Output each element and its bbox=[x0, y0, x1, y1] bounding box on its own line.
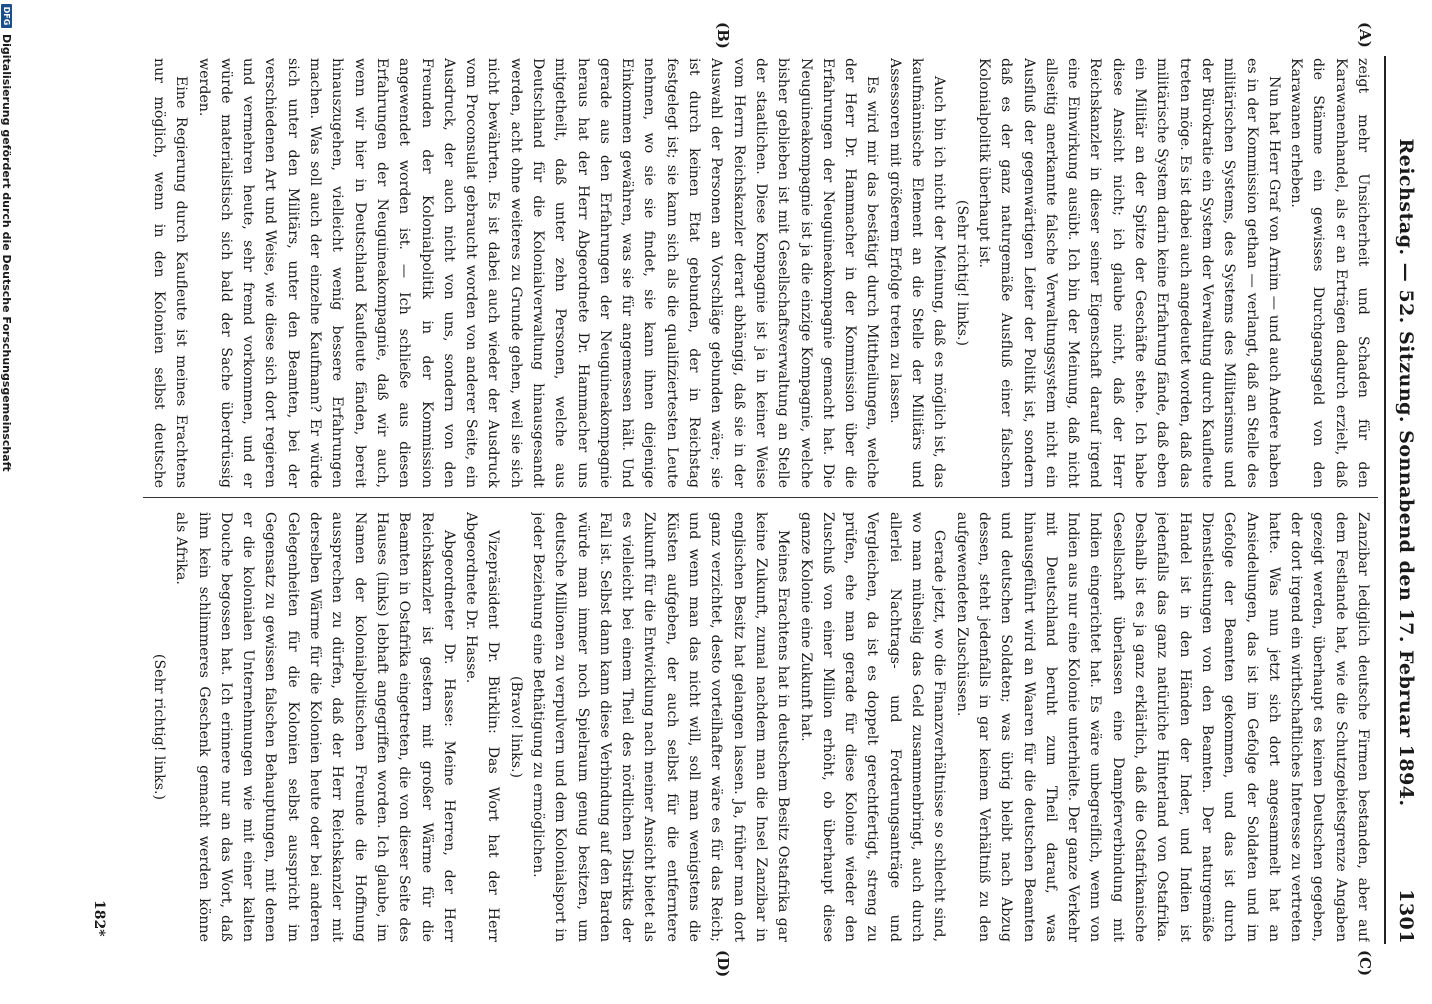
interjection: (Bravo! links.) bbox=[507, 675, 524, 779]
margin-marker-c: (C) bbox=[1356, 950, 1374, 977]
margin-marker-d: (D) bbox=[714, 950, 732, 978]
page-number: 1301 bbox=[1395, 889, 1417, 944]
paragraph: Eine Regierung durch Kaufleute ist meines Erachtens nur möglich, wenn in den Kolonien selbst deutsche bbox=[150, 58, 190, 488]
margin-marker-a: (A) bbox=[1356, 22, 1374, 48]
page-header bbox=[1388, 56, 1424, 944]
column-divider bbox=[143, 497, 1378, 498]
paragraph: Meines Erachtens hat in deutschem Besitz Ostafrika gar keine Zukunft, zumal nachdem man die Insel Zanzibar in englischen Besitz hat gelangen lassen. Ja, früher man dort ganz verzichtet, desto vorteilhafter wäre es für das Reich; und wenn man das nicht will, soll man wenigstens die Küsten aufgeben, der auch selbst für die entferntere Zukunft für die Entwicklung nach meiner Ansicht bietet als es vielleicht bei einem Theil des nördlichen Distrikts der Fall ist. Selbst dann kann diese Verbindung auf den Barden würde man immer noch Spielraum genug besitzen, um deutsche Millionen zu verpulvern und dem Kolonialsport in jeder Beziehung eine Bethätigung zu ermöglichen. bbox=[530, 512, 792, 942]
header-rule bbox=[1384, 56, 1386, 944]
interjection: (Sehr richtig! links.) bbox=[953, 199, 970, 347]
funding-note: Digitalisierung gefördert durch die Deutsche Forschungsgemeinschaft bbox=[0, 34, 14, 472]
paragraph: zeigt mehr Unsicherheit und Schaden für den Karawanenhandel, als er an Erträgen dadurch erzielt, daß die Stämme ein gewisses Durchgangsgeld von den Karawanen erheben. bbox=[1288, 58, 1371, 488]
paragraph: Nun hat Herr Graf von Arnim — und auch Andere haben es in der Kommission gethan — verlangt, daß an Stelle des militärischen Systems, des Systems des Militarismus und der Bürokratie ein System der Verwaltung durch Kaufleute treten möge. Es ist dabei auch angedeutet worden, daß das militärische System darin keine Erfahrung fände, daß eben ein Militär an der Spitze der Geschäfte stehe. Ich habe diese Ansicht nicht; ich glaube nicht, daß der Herr Reichskanzler in dieser seiner Eigenschaft darauf irgend eine Einwirkung ausübt. Ich bin der Meinung, daß nicht allseitig anerkannte falsche Verwaltungssystem nicht ein Ausfluß der gegenwärtigen Leiter der Politik ist, sondern daß es der ganz naturgemäße Ausfluß einer falschen Kolonialpolitik überhaupt ist. bbox=[975, 58, 1282, 488]
speaker-paragraph: Vizepräsident Dr. Bürklin: Das Wort hat der Herr Abgeordnete Dr. Hasse. bbox=[463, 512, 502, 942]
right-text-column bbox=[144, 512, 1374, 942]
page-title: Reichstag. — 52. Sitzung. Sonnabend den 17. Februar 1894. bbox=[1395, 138, 1417, 807]
paragraph: Auch bin ich nicht der Meinung, daß es möglich ist, das kaufmännische Element an die Stelle der Militärs und Assessoren mit größerem Erfolge treten zu lassen. bbox=[886, 58, 948, 488]
margin-marker-b: (B) bbox=[714, 22, 732, 49]
signature-mark: 182* bbox=[91, 900, 107, 937]
paragraph: Es wird mir das bestätigt durch Mittheilungen, welche der Herr Dr. Hammacher in der Kommission über die Erfahrungen der Neuguineakompagnie gemacht hat. Die Neuguineakompagnie ist ja die einzige Kompagnie, welche bisher geblieben ist mit Gesellschaftsverwaltung an Stelle der staatlichen. Diese Kompagnie ist ja in keiner Weise vom Herrn Reichskanzler derart abhängig, daß sie in der Auswahl der Personen an Vorschläge gebunden wäre; sie ist durch keinen Etat gebunden, der in Reichstag festgelegt ist; sie kann sich als die qualifiziertesten Leute nehmen, wo sie sie findet, sie kann ihnen diejenige Einkommen gewähren, was sie für angemessen hält. Und gerade aus den Erfahrungen der Neuguineakompagnie heraus hat der Herr Abgeordnete Dr. Hammacher uns mitgetheilt, daß unter zehn Personen, welche aus Deutschland für die Kolonialverwaltung hinausgesandt werden, acht ohne weiteres zu Grunde gehen, weil sie sich nicht bewährten. Es ist dabei auch wieder der Ausdruck vom Proconsulat gebraucht worden von anderer Seite, ein Ausdruck, der auch nicht von uns, sondern von den Freunden der Kolonialpolitik in der Kommission angewendet worden ist. — Ich schließe aus diesen Erfahrungen der Neuguineakompagnie, daß wir auch, wenn wir hier in Deutschland Kaufleute fänden, bereit hinauszugehen, vielleicht wenig bessere Erfahrungen machen. Was soll auch der einzelne Kaufmann? Er würde sich unter den Militärs, unter den Beamten, bei der verschiedenen Art und Weise, wie diese sich dort regieren und vermehren heute, sehr fremd vorkommen, und er würde materialistisch sich bald der Sache überdrüssig werden. bbox=[195, 58, 881, 488]
paragraph bbox=[144, 512, 148, 942]
paragraph: Gerade jetzt, wo die Finanzverhältnisse so schlecht sind, wo man mühselig das Geld zusammenbringt, auch durch allerlei Nachtrags- und Forderungsanträge und Vergleichen, da ist es doppelt gerechtfertigt, streng zu prüfen, ehe man gerade für diese Kolonie wieder den Zuschuß von einer Million erhöht, ob überhaupt diese ganze Kolonie eine Zukunft hat. bbox=[797, 512, 948, 942]
interjection: (Sehr richtig! links.) bbox=[150, 653, 167, 801]
left-text-column bbox=[144, 58, 1374, 488]
digitization-credit bbox=[0, 0, 14, 1004]
speaker-paragraph: Abgeordneter Dr. Hasse: Meine Herren, der Herr Reichskanzler ist gestern mit großer Wärme für die Beamten in Ostafrika eingetreten, die von dieser Seite des Hauses (links) lebhaft angegriffen worden. Ich glaube, im Namen der kolonialpolitischen Freunde die Hoffnung aussprechen zu dürfen, daß der Herr Reichskanzler mit derselben Wärme für die Kolonien heute oder bei anderen Gelegenheiten für die Kolonien selbst ausspricht im Gegensatz zu gewissen falschen Behauptungen, mit denen er die kolonialen Unternehmungen wie mit einer kalten Douche begossen hat. Ich erinnere nur an das Wort, daß ihm kein schlimmeres Geschenk gemacht werden könne als Afrika. bbox=[173, 512, 457, 942]
dfg-logo: DFG bbox=[2, 4, 13, 28]
paragraph: Zanzibar lediglich deutsche Firmen bestanden, aber auf dem Festlande hat, wie die Schutzgebietsgrenze Angaben gezeigt werden, überhaupt es keinen Deutschen gegeben, der dort irgend ein wirthschaftliches Interesse zu vertreten hatte. Was nun jetzt sich dort angesammelt hat an Ansiedelungen, das ist im Gefolge der Soldaten und im Gefolge der Beamten gekommen, und das ist durch Dienstleistungen von den Beamten. Der naturgemäße Handel ist in den Händen der Inder, und Indien ist jedenfalls das ganz natürliche Hinterland von Ostafrika. Deshalb ist es ja ganz erklärlich, daß die Ostafrikanische Gesellschaft überlassen eine Dampferverbindung mit Indien eingerichtet hat. Es wäre unbegreiflich, wenn von Indien aus nur eine Kolonie unterhielte. Der ganze Verkehr mit Deutschland beruht zum Theil darauf, was hinausgeführt wird an Waaren für die deutschen Beamten und deutschen Soldaten; was übrig bleibt nach Abzug dessen, steht jedenfalls in gar keinem Verhältniß zu den aufgewendeten Zuschüssen. bbox=[953, 512, 1371, 942]
